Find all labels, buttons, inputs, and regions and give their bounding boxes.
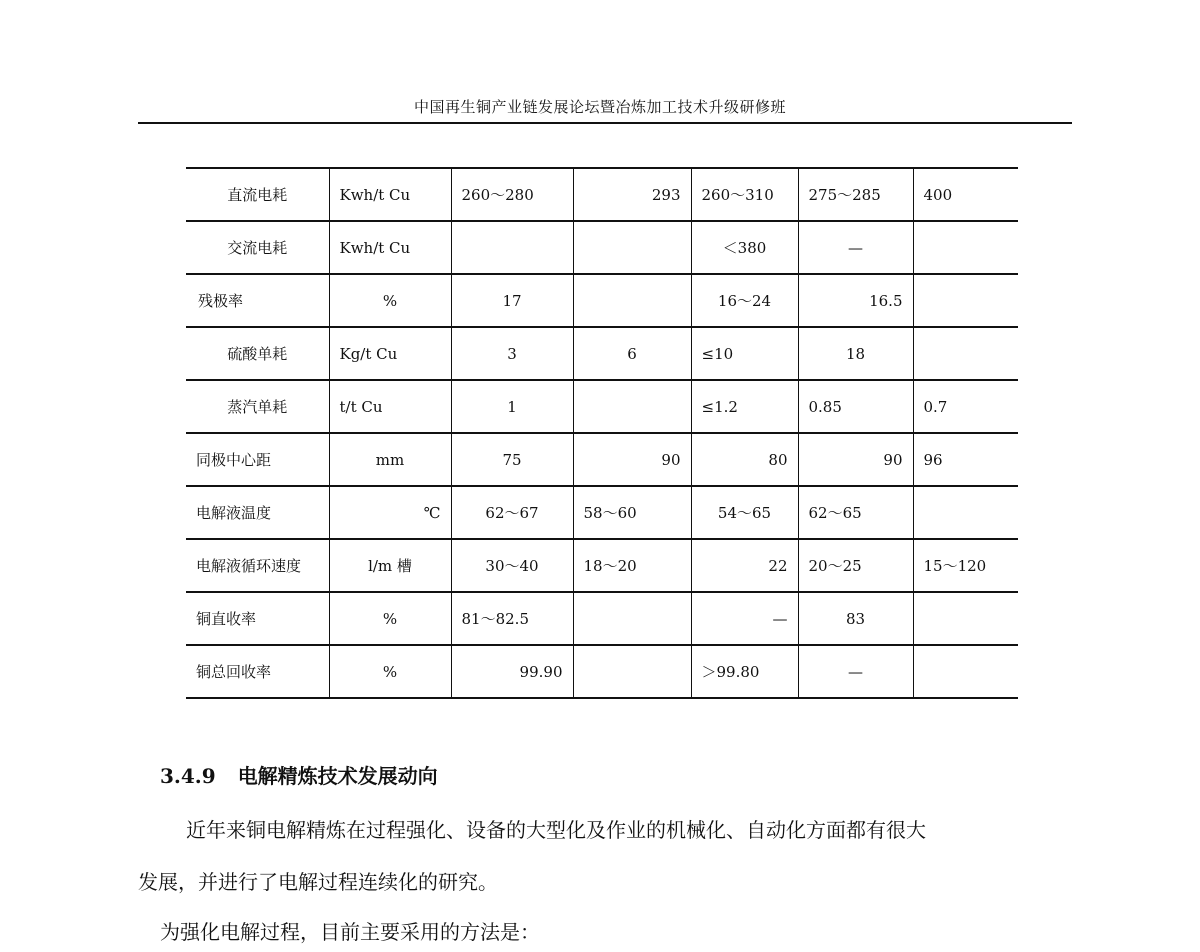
table-cell: —	[798, 645, 913, 698]
row-label: 直流电耗	[186, 168, 329, 221]
table-cell: ≤10	[691, 327, 798, 380]
table-cell: 18～20	[573, 539, 691, 592]
row-label: 蒸汽单耗	[186, 380, 329, 433]
paragraph-line: 发展，并进行了电解过程连续化的研究。	[138, 870, 498, 894]
table-cell: 15～120	[913, 539, 1018, 592]
table-cell: 62～65	[798, 486, 913, 539]
row-label: 铜直收率	[186, 592, 329, 645]
table-cell	[573, 221, 691, 274]
table-cell: 0.7	[913, 380, 1018, 433]
table-cell	[573, 380, 691, 433]
table-cell	[913, 274, 1018, 327]
table-cell	[913, 221, 1018, 274]
unit-cell: ℃	[329, 486, 451, 539]
row-label: 铜总回收率	[186, 645, 329, 698]
table-cell: 20～25	[798, 539, 913, 592]
unit-cell: %	[329, 274, 451, 327]
table-cell: 293	[573, 168, 691, 221]
table-cell: —	[691, 592, 798, 645]
table-row	[186, 274, 1018, 327]
table-cell: 62～67	[451, 486, 573, 539]
unit-cell: t/t Cu	[329, 380, 451, 433]
table-cell: 260～310	[691, 168, 798, 221]
table-row	[186, 221, 1018, 274]
row-label: 硫酸单耗	[186, 327, 329, 380]
row-label: 残极率	[186, 274, 329, 327]
table-row	[186, 486, 1018, 539]
table-row	[186, 168, 1018, 221]
table-cell: 96	[913, 433, 1018, 486]
table-cell: ＞99.80	[691, 645, 798, 698]
table-row	[186, 380, 1018, 433]
paragraph-line: 为强化电解过程，目前主要采用的方法是：	[160, 920, 540, 944]
table-cell: 99.90	[451, 645, 573, 698]
table-cell	[573, 645, 691, 698]
electrolysis-parameters-table	[186, 167, 1018, 699]
section-number: 3.4.9	[160, 764, 216, 788]
table-cell: 260～280	[451, 168, 573, 221]
table-cell: 90	[573, 433, 691, 486]
table-row	[186, 592, 1018, 645]
table-cell: 1	[451, 380, 573, 433]
table-row	[186, 645, 1018, 698]
table-row	[186, 539, 1018, 592]
table-cell: 16～24	[691, 274, 798, 327]
table-cell: 83	[798, 592, 913, 645]
table-cell	[573, 274, 691, 327]
table-row	[186, 327, 1018, 380]
table-cell: 18	[798, 327, 913, 380]
unit-cell: Kwh/t Cu	[329, 168, 451, 221]
table-cell: 80	[691, 433, 798, 486]
table-cell: 16.5	[798, 274, 913, 327]
row-label: 交流电耗	[186, 221, 329, 274]
table-cell: 275～285	[798, 168, 913, 221]
table-cell: 22	[691, 539, 798, 592]
row-label: 同极中心距	[186, 433, 329, 486]
table-cell: ＜380	[691, 221, 798, 274]
table-cell: ≤1.2	[691, 380, 798, 433]
header-rule	[138, 122, 1072, 124]
section-heading	[160, 760, 438, 789]
table-cell: 54～65	[691, 486, 798, 539]
table-cell: 81～82.5	[451, 592, 573, 645]
table-cell: 3	[451, 327, 573, 380]
table-cell: 75	[451, 433, 573, 486]
table-cell: 17	[451, 274, 573, 327]
table-cell: 90	[798, 433, 913, 486]
table-cell	[573, 592, 691, 645]
table-cell	[913, 327, 1018, 380]
unit-cell: l/m 槽	[329, 539, 451, 592]
paragraph-line: 近年来铜电解精炼在过程强化、设备的大型化及作业的机械化、自动化方面都有很大	[186, 818, 926, 842]
table-cell	[913, 645, 1018, 698]
table-row	[186, 433, 1018, 486]
row-label: 电解液循环速度	[186, 539, 329, 592]
row-label: 电解液温度	[186, 486, 329, 539]
table-cell: 0.85	[798, 380, 913, 433]
section-title: 电解精炼技术发展动向	[237, 764, 438, 788]
table-cell: 6	[573, 327, 691, 380]
table-cell	[913, 486, 1018, 539]
unit-cell: %	[329, 592, 451, 645]
unit-cell: mm	[329, 433, 451, 486]
table-cell: 400	[913, 168, 1018, 221]
unit-cell: %	[329, 645, 451, 698]
unit-cell: Kwh/t Cu	[329, 221, 451, 274]
unit-cell: Kg/t Cu	[329, 327, 451, 380]
running-header: 中国再生铜产业链发展论坛暨冶炼加工技术升级研修班	[413, 98, 786, 116]
table-cell: 58～60	[573, 486, 691, 539]
table-cell: 30～40	[451, 539, 573, 592]
table-cell	[451, 221, 573, 274]
table-cell: —	[798, 221, 913, 274]
table-cell	[913, 592, 1018, 645]
